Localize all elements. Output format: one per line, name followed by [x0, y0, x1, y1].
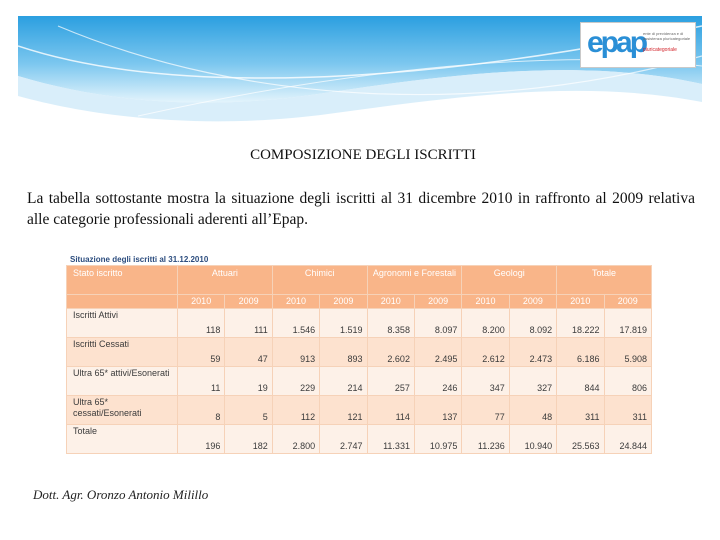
table-cell: 257 [367, 367, 414, 396]
category-header: Chimici [272, 266, 367, 295]
table-cell: 121 [320, 396, 367, 425]
page-title: COMPOSIZIONE DEGLI ISCRITTI [250, 147, 476, 163]
logo-letters: epap [587, 26, 646, 59]
table-row [67, 309, 652, 338]
table-cell: 5 [225, 396, 272, 425]
table-cell: 327 [509, 367, 556, 396]
table-cell: 1.546 [272, 309, 319, 338]
table-cell: 214 [320, 367, 367, 396]
row-label: Ultra 65* cessati/Esonerati [67, 396, 178, 425]
table-cell: 8.358 [367, 309, 414, 338]
table-cell: 8.200 [462, 309, 509, 338]
table-cell: 10.975 [414, 425, 461, 454]
data-table [66, 265, 652, 454]
table-row [67, 367, 652, 396]
category-header: Attuari [178, 266, 273, 295]
table-cell: 47 [225, 338, 272, 367]
year-header-blank [67, 295, 178, 309]
table-cell: 111 [225, 309, 272, 338]
enrollment-table [66, 254, 654, 454]
table-cell: 137 [414, 396, 461, 425]
signature: Dott. Agr. Oronzo Antonio Milillo [33, 487, 209, 502]
table-cell: 2.602 [367, 338, 414, 367]
table-cell: 11.331 [367, 425, 414, 454]
year-header: 2010 [178, 295, 225, 309]
table-cell: 10.940 [509, 425, 556, 454]
year-header: 2009 [225, 295, 272, 309]
category-header-row [67, 266, 652, 295]
year-header: 2010 [462, 295, 509, 309]
table-cell: 77 [462, 396, 509, 425]
table-cell: 8.097 [414, 309, 461, 338]
year-header: 2010 [272, 295, 319, 309]
table-cell: 48 [509, 396, 556, 425]
table-cell: 347 [462, 367, 509, 396]
table-cell: 6.186 [557, 338, 604, 367]
row-label: Ultra 65* attivi/Esonerati [67, 367, 178, 396]
table-cell: 24.844 [604, 425, 651, 454]
row-label: Totale [67, 425, 178, 454]
table-cell: 246 [414, 367, 461, 396]
table-cell: 311 [557, 396, 604, 425]
stub-header: Stato iscritto [67, 266, 178, 295]
category-header: Geologi [462, 266, 557, 295]
table-row [67, 338, 652, 367]
table-cell: 913 [272, 338, 319, 367]
table-cell: 2.473 [509, 338, 556, 367]
table-cell: 11.236 [462, 425, 509, 454]
table-cell: 1.519 [320, 309, 367, 338]
table-cell: 2.800 [272, 425, 319, 454]
year-header: 2010 [557, 295, 604, 309]
table-cell: 8.092 [509, 309, 556, 338]
year-header: 2009 [414, 295, 461, 309]
table-cell: 2.612 [462, 338, 509, 367]
table-cell: 114 [367, 396, 414, 425]
row-label: Iscritti Cessati [67, 338, 178, 367]
category-header: Agronomi e Forestali [367, 266, 462, 295]
table-row [67, 396, 652, 425]
epap-logo [580, 22, 696, 68]
table-cell: 2.495 [414, 338, 461, 367]
table-row [67, 425, 652, 454]
year-header: 2010 [367, 295, 414, 309]
logo-tagline: ente di previdenza e di assistenza pluricategoriale [643, 31, 691, 41]
table-cell: 19 [225, 367, 272, 396]
year-header: 2009 [604, 295, 651, 309]
table-cell: 8 [178, 396, 225, 425]
table-cell: 311 [604, 396, 651, 425]
table-cell: 59 [178, 338, 225, 367]
row-label: Iscritti Attivi [67, 309, 178, 338]
table-cell: 25.563 [557, 425, 604, 454]
table-cell: 182 [225, 425, 272, 454]
table-cell: 11 [178, 367, 225, 396]
table-cell: 196 [178, 425, 225, 454]
table-cell: 2.747 [320, 425, 367, 454]
intro-paragraph: La tabella sottostante mostra la situazione degli iscritti al 31 dicembre 2010 in raffronto al 2009 relativa alle categorie professionali aderenti all’Epap. [27, 190, 695, 228]
table-cell: 17.819 [604, 309, 651, 338]
table-cell: 118 [178, 309, 225, 338]
table-cell: 806 [604, 367, 651, 396]
year-header-row [67, 295, 652, 309]
logo-sub: pluricategoriale [643, 47, 677, 53]
category-header: Totale [557, 266, 652, 295]
year-header: 2009 [509, 295, 556, 309]
table-title: Situazione degli iscritti al 31.12.2010 [70, 255, 209, 264]
table-cell: 18.222 [557, 309, 604, 338]
table-cell: 229 [272, 367, 319, 396]
table-cell: 112 [272, 396, 319, 425]
table-cell: 893 [320, 338, 367, 367]
table-cell: 5.908 [604, 338, 651, 367]
table-cell: 844 [557, 367, 604, 396]
year-header: 2009 [320, 295, 367, 309]
